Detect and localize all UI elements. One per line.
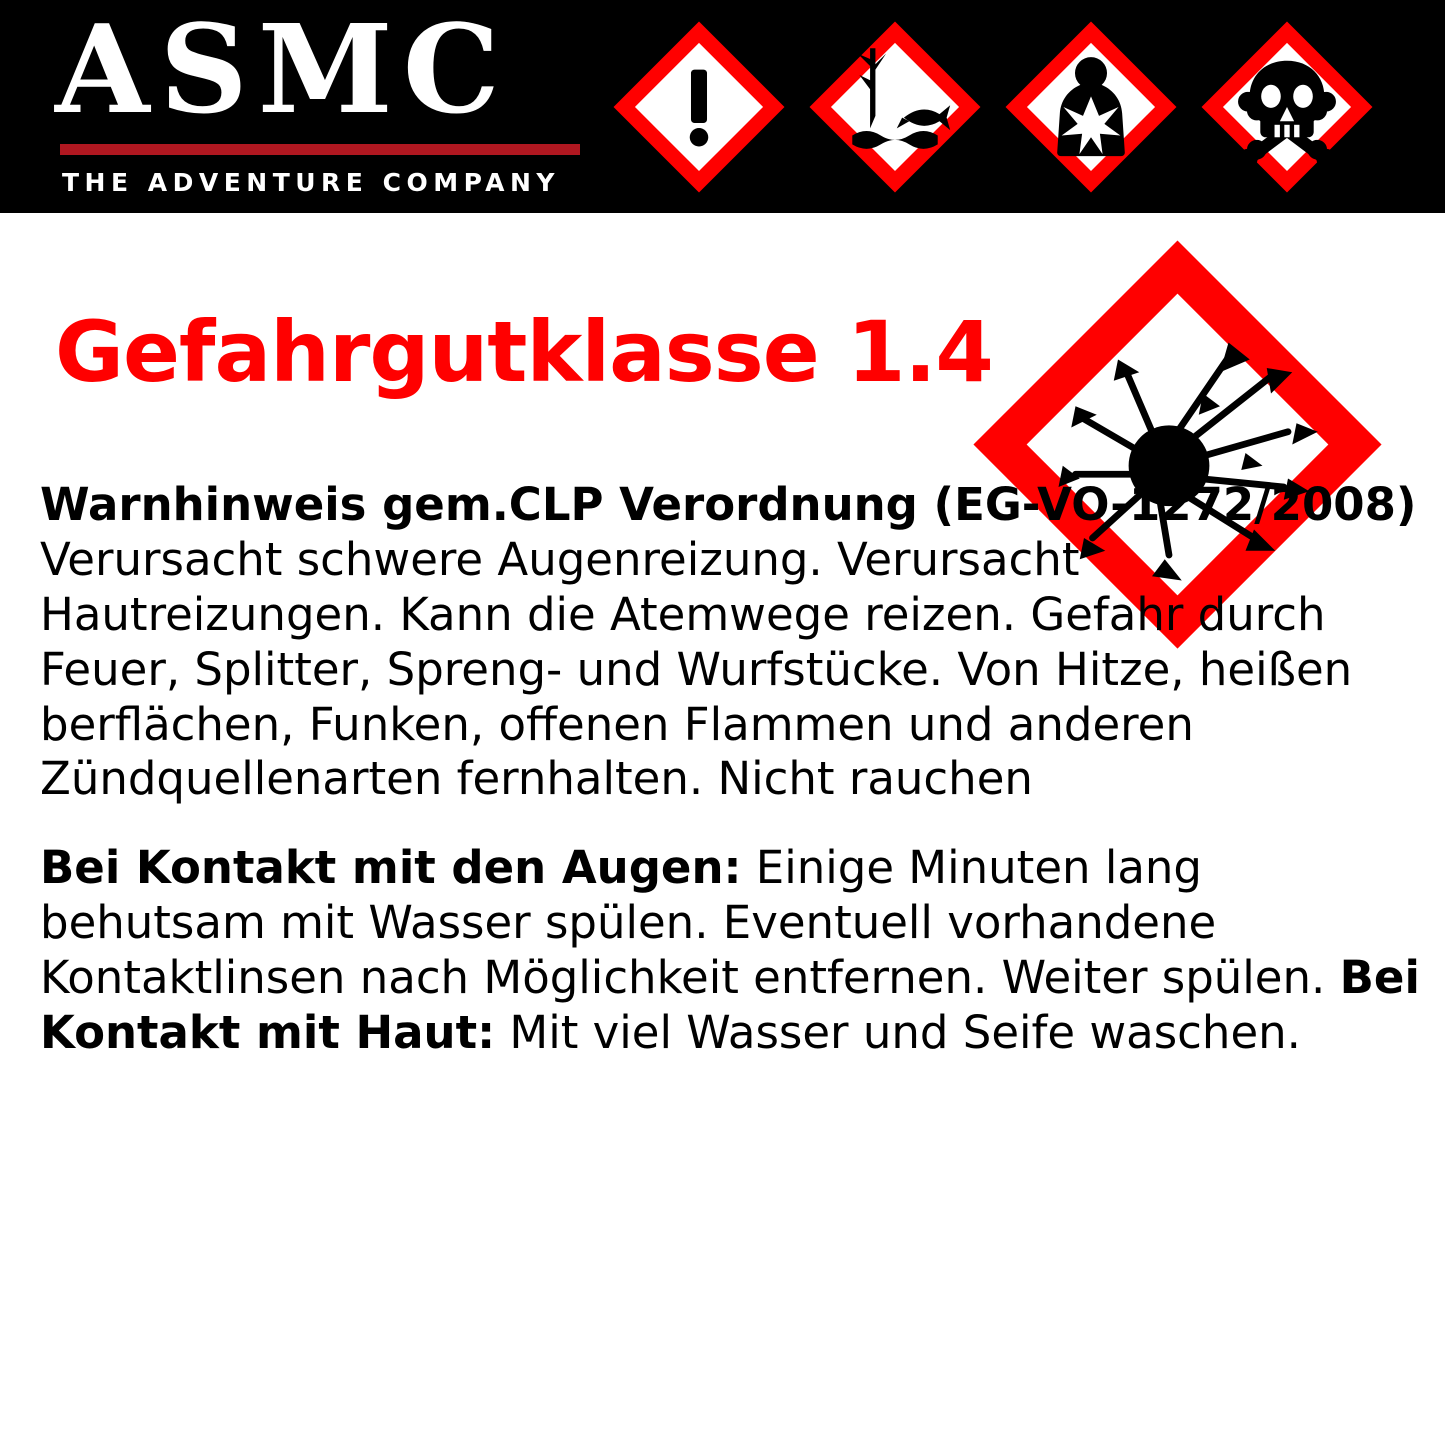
eye-contact-label: Bei Kontakt mit den Augen: (40, 841, 742, 895)
ghs08-health-hazard-icon (1002, 18, 1180, 196)
skin-contact-text: Mit viel Wasser und Seife waschen. (509, 1006, 1301, 1060)
ghs07-exclamation-mark-icon (610, 18, 788, 196)
ghs09-environment-icon (806, 18, 984, 196)
brand-logo (0, 0, 600, 213)
header-bar (0, 0, 1445, 213)
skin-contact-label: Bei Kontakt mit Haut: (40, 951, 1420, 1060)
ghs-pictogram-row (610, 18, 1376, 196)
hazard-statement-block (40, 478, 1420, 1061)
eye-contact-text: Einige Minuten lang behutsam mit Wasser spülen. Eventuell vorhandene Kontaktlinsen nach Möglichkeit entfernen. Weiter spülen. (40, 841, 1326, 1005)
warning-text: Verursacht schwere Augenreizung. Verursacht Hautreizungen. Kann die Atemwege reizen. Gefahr durch Feuer, Splitter, Spreng- und Wurfstücke. Von Hitze, heißen berflächen, Funken, offenen Flammen und anderen Zündquellenarten fernhalten. Nicht rauchen (40, 532, 1353, 806)
page-title: Gefahrgutklasse 1.4 (55, 303, 993, 401)
ghs06-skull-crossbones-icon (1198, 18, 1376, 196)
brand-tagline: THE ADVENTURE COMPANY (62, 168, 560, 197)
warning-paragraph (40, 478, 1420, 807)
brand-divider (60, 144, 580, 155)
warning-heading: Warnhinweis gem.CLP Verordnung (EG-VO-1272/2008) (40, 478, 1417, 531)
first-aid-paragraph (40, 841, 1420, 1061)
brand-name: ASMC (55, 0, 510, 141)
